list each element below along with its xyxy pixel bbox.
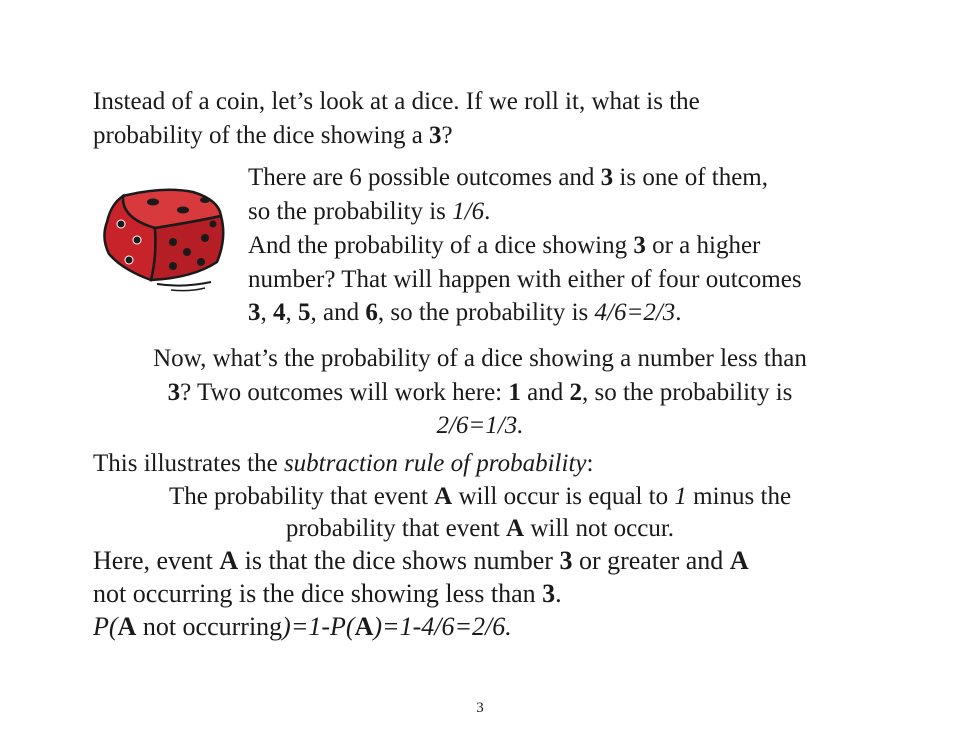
intro-text: Instead of a coin, let’s look at a dice. If we roll it, what is the <box>93 88 700 115</box>
less-than-line-3 <box>0 411 960 441</box>
body-text: . <box>555 579 562 608</box>
event-a: A <box>434 483 453 510</box>
event-a: A <box>219 546 239 575</box>
body-text: not occurring is the dice showing less than <box>93 579 543 608</box>
intro-line-2 <box>93 121 453 151</box>
body-text: is one of them, <box>613 164 769 191</box>
body-text: The probability that event <box>168 483 435 510</box>
body-text: , so the probability is <box>581 379 793 406</box>
body-text: will not occur. <box>524 515 675 542</box>
body-text: , <box>260 299 273 326</box>
intro-text: ? <box>441 122 453 149</box>
rule-name: subtraction rule of probability <box>283 450 587 477</box>
bold-number: 4 <box>273 299 286 326</box>
dice-icon <box>93 178 233 293</box>
body-text: Here, event <box>93 546 220 575</box>
formula-text: )=1-P( <box>282 612 355 641</box>
bold-number: 3 <box>559 546 573 575</box>
bold-number: 1 <box>508 379 521 406</box>
bold-number: 5 <box>298 299 311 326</box>
page-number: 3 <box>476 700 484 716</box>
bold-number: 3 <box>633 232 646 259</box>
event-a: A <box>354 612 374 641</box>
italic-fraction: 4/6=2/3 <box>594 299 676 326</box>
outcomes-line-5 <box>248 298 682 328</box>
body-text: or a higher <box>645 232 761 259</box>
body-text: This illustrates the <box>93 450 284 477</box>
body-text: . <box>484 198 491 225</box>
rule-line-2 <box>0 514 960 544</box>
outcomes-line-2 <box>248 197 490 227</box>
bold-number: 6 <box>365 299 378 326</box>
formula-text: P( <box>93 612 118 641</box>
body-text: so the probability is <box>248 198 453 225</box>
rule-line-1 <box>0 482 960 512</box>
body-text: And the probability of a dice showing <box>248 232 634 259</box>
body-text: : <box>586 450 594 477</box>
outcomes-line-3 <box>248 231 760 261</box>
intro-line-1 <box>93 87 700 117</box>
body-text: , so the probability is <box>377 299 595 326</box>
body-text: is that the dice shows number <box>238 546 560 575</box>
italic-fraction: 2/6=1/3. <box>436 412 524 439</box>
body-text: probability that event <box>285 515 507 542</box>
less-than-line-2 <box>0 378 960 408</box>
body-text: or greater and <box>572 546 730 575</box>
bold-number: 2 <box>569 379 582 406</box>
outcomes-line-4 <box>248 265 802 295</box>
body-text: minus the <box>686 483 792 510</box>
italic-number: 1 <box>674 483 687 510</box>
bold-number: 3 <box>248 299 261 326</box>
bold-number: 3 <box>600 164 614 191</box>
body-text: will occur is equal to <box>452 483 675 510</box>
example-line-2 <box>93 579 562 609</box>
body-text: . <box>675 299 682 326</box>
body-text: , <box>285 299 298 326</box>
event-a: A <box>117 612 137 641</box>
formula-text: )=1-4/6=2/6. <box>373 612 512 641</box>
example-line-1 <box>93 546 749 576</box>
intro-text: probability of the dice showing a <box>93 122 430 149</box>
bold-number: 3 <box>542 579 556 608</box>
italic-fraction: 1/6 <box>452 198 485 225</box>
formula-line <box>93 612 512 642</box>
outcomes-line-1 <box>248 163 768 193</box>
body-text: Now, what’s the probability of a dice showing a number less than <box>153 345 807 372</box>
body-text: ? Two outcomes will work here: <box>180 379 509 406</box>
event-a: A <box>506 515 525 542</box>
bold-number: 3 <box>429 122 442 149</box>
body-text: number? That will happen with either of four outcomes <box>248 266 802 293</box>
less-than-line-1 <box>0 344 960 374</box>
body-text: , and <box>310 299 366 326</box>
event-a: A <box>729 546 749 575</box>
body-text: There are 6 possible outcomes and <box>248 164 601 191</box>
subtraction-rule-intro <box>93 449 593 479</box>
bold-number: 3 <box>167 379 181 406</box>
formula-text: not occurring <box>136 612 283 641</box>
body-text: and <box>520 379 570 406</box>
